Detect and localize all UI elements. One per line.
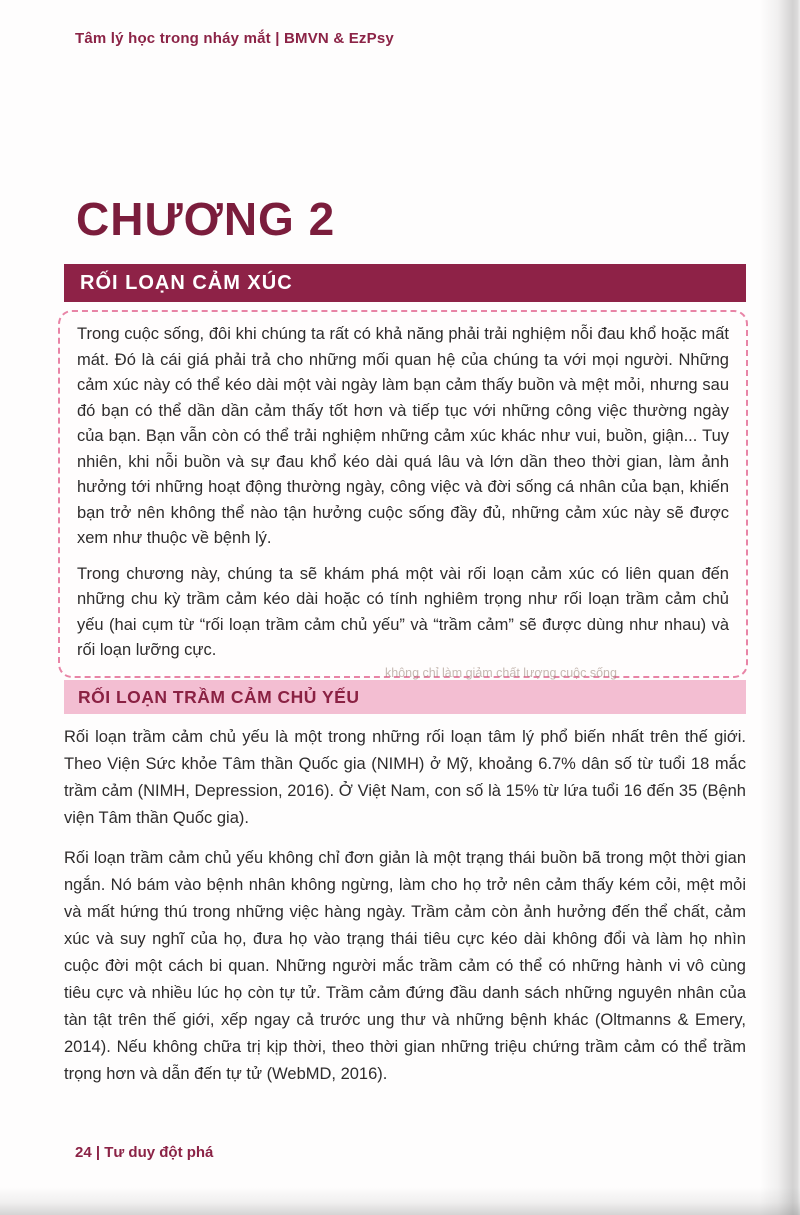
page-edge-shadow-bottom (0, 1187, 800, 1215)
section-banner-label: RỐI LOẠN CẢM XÚC (80, 271, 293, 294)
page-header: Tâm lý học trong nháy mắt | BMVN & EzPsy (75, 30, 394, 47)
page-edge-shadow-right (760, 0, 800, 1215)
body-paragraph: Rối loạn trầm cảm chủ yếu không chỉ đơn giản là một trạng thái buồn bã trong một thời gian ngắn. Nó bám vào bệnh nhân không ngừng, làm cho họ trở nên cảm thấy kém cỏi, mệt mỏi và mất hứng thú trong những việc hàng ngày. Trầm cảm còn ảnh hưởng đến thể chất, cảm xúc và suy nghĩ của họ, đưa họ vào trạng thái tiêu cực kéo dài không đổi và làm họ nhìn cuộc đời một cách bi quan. Những người mắc trầm cảm có thể có những hành vi vô cùng tiêu cực và nhiều lúc họ còn tự tử. Trầm cảm đứng đầu danh sách những nguyên nhân của tàn tật trên thế giới, xếp ngay cả trước ung thư và những bệnh khác (Oltmanns & Emery, 2014). Nếu không chữa trị kịp thời, theo thời gian những triệu chứng trầm cảm có thể trầm trọng hơn và dẫn đến tự tử (WebMD, 2016). (64, 849, 746, 1083)
body-section (64, 724, 746, 1101)
intro-dashed-box (58, 310, 748, 678)
page-bleed-artifact: không chỉ làm giảm chất lượng cuộc sống (385, 666, 617, 680)
chapter-title: CHƯƠNG 2 (76, 193, 336, 245)
subsection-banner-label: RỐI LOẠN TRẦM CẢM CHỦ YẾU (78, 686, 360, 707)
page-footer: 24 | Tư duy đột phá (75, 1144, 214, 1161)
intro-paragraph: Trong chương này, chúng ta sẽ khám phá một vài rối loạn cảm xúc có liên quan đến những chu kỳ trầm cảm kéo dài hoặc có tính nghiêm trọng như rối loạn trầm cảm chủ yếu (hai cụm từ “rối loạn trầm cảm chủ yếu” và “trầm cảm” sẽ được dùng như nhau) và rối loạn lưỡng cực. (77, 564, 729, 659)
body-paragraph: Rối loạn trầm cảm chủ yếu là một trong những rối loạn tâm lý phổ biến nhất trên thế giới. Theo Viện Sức khỏe Tâm thần Quốc gia (NIMH) ở Mỹ, khoảng 6.7% dân số từ tuổi 18 mắc trầm cảm (NIMH, Depression, 2016). Ở Việt Nam, con số là 15% từ lứa tuổi 16 đến 35 (Bệnh viện Tâm thần Quốc gia). (64, 728, 746, 827)
section-banner (64, 264, 746, 302)
intro-paragraph: Trong cuộc sống, đôi khi chúng ta rất có khả năng phải trải nghiệm nỗi đau khổ hoặc mất mát. Đó là cái giá phải trả cho những mối quan hệ của chúng ta với mọi người. Những cảm xúc này có thể kéo dài một vài ngày làm bạn cảm thấy buồn và mệt mỏi, nhưng sau đó bạn có thể dần dần cảm thấy tốt hơn và tiếp tục với những công việc thường ngày của bạn. Bạn vẫn còn có thể trải nghiệm những cảm xúc khác như vui, buồn, giận... Tuy nhiên, khi nỗi buồn và sự đau khổ kéo dài quá lâu và lớn dần theo thời gian, làm ảnh hưởng tới những hoạt động thường ngày, công việc và đời sống cá nhân của bạn, khiến bạn trở nên không thể nào tận hưởng cuộc sống đầy đủ, những cảm xúc này sẽ được xem như thuộc về bệnh lý. (77, 325, 729, 547)
subsection-banner (64, 680, 746, 714)
